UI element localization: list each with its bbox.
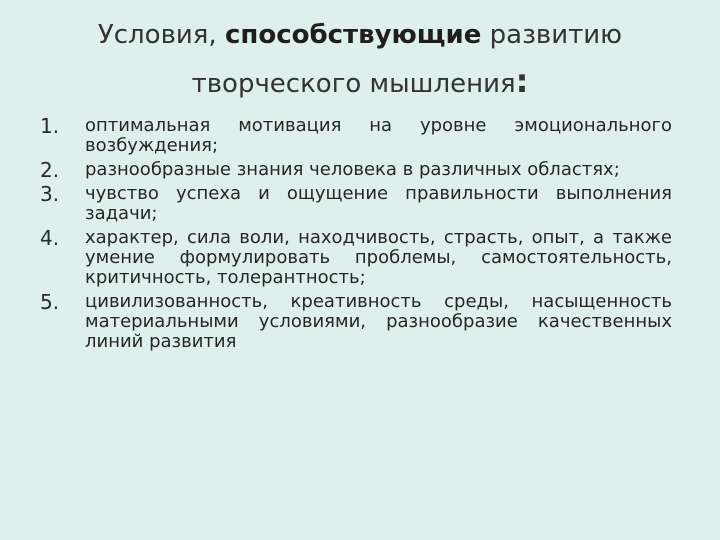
title-line-2 [60,58,660,107]
title-part-2: развитию [481,20,623,50]
list-item-text: разнообразные знания человека в различных областях; [85,159,620,180]
list-item-text: чувство успеха и ощущение правильности выполнения задачи; [85,183,672,224]
title-line-1 [60,12,660,58]
list-item [40,184,672,224]
list-item [40,160,672,180]
title-colon: : [515,62,529,100]
list-item-number: 2. [40,158,60,182]
list-item-text: характер, сила воли, находчивость, страсть, опыт, а также умение формулировать проблемы, самостоятельность, критичность, толерантность; [85,227,672,288]
list-item-number: 5. [40,290,60,314]
list-item-text: оптимальная мотивация на уровне эмоционального возбуждения; [85,115,672,156]
list-item-text: цивилизованность, креативность среды, насыщенность материальными условиями, разнообразие качественных линий развития [85,291,672,352]
title-part-3: творческого мышления [191,69,516,99]
slide-title [60,12,660,107]
list-item [40,116,672,156]
conditions-list [40,116,672,356]
list-item [40,292,672,352]
list-item [40,228,672,288]
list-item-number: 1. [40,114,60,138]
title-bold-word: способствующие [224,20,482,50]
list-item-number: 4. [40,226,60,250]
list-item-number: 3. [40,182,60,206]
title-part-1: Условия, [97,20,225,50]
